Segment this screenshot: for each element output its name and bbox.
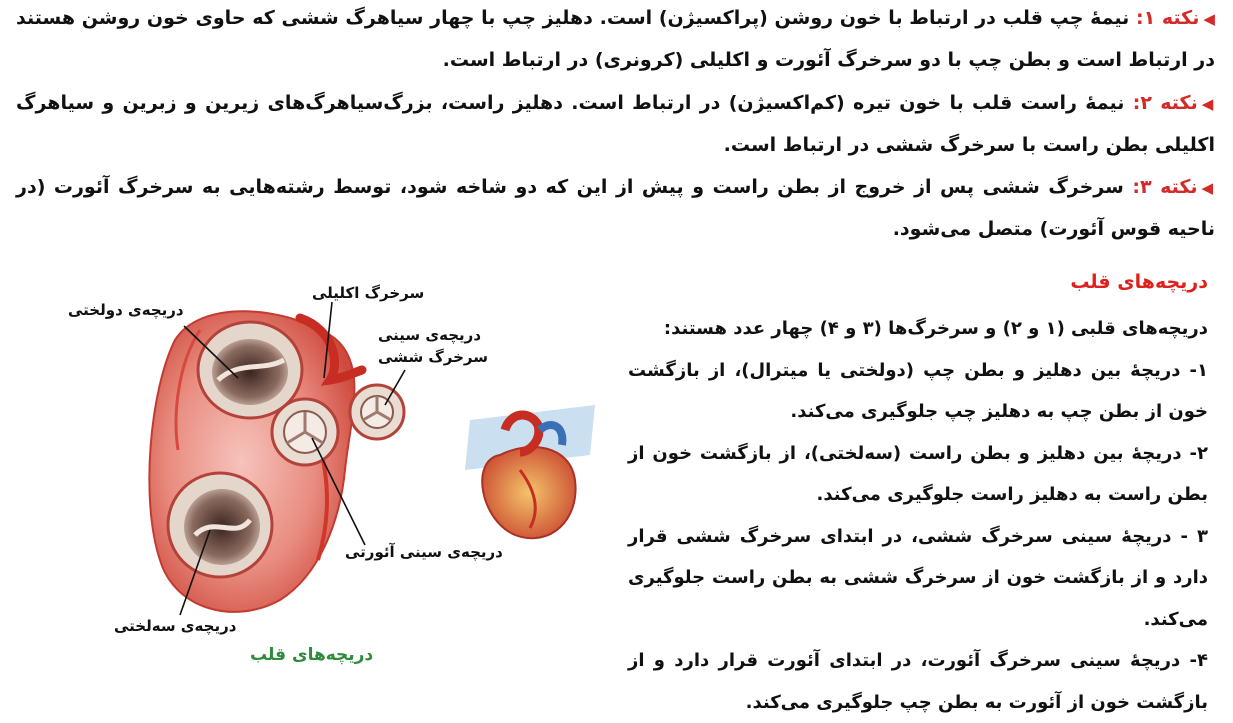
note-3: [16, 167, 1215, 250]
section-title: دریچه‌های قلب: [1070, 271, 1208, 293]
arrow-left-icon: ◀: [1203, 10, 1215, 28]
arrow-left-icon: ◀: [1201, 179, 1215, 197]
note-1-text: نیمهٔ چپ قلب در ارتباط با خون روشن (پراکسیژن) است. دهلیز چپ با چهار سیاهرگ ششی که حاوی خون روشن هستند در ارتباط است و بطن چپ با دو سرخرگ آئورت و اکلیلی (کرونری) در ارتباط است.: [16, 7, 1215, 71]
valve-item-4: ۴- دریچهٔ سینی سرخرگ آئورت، در ابتدای آئورت قرار دارد و از بازگشت خون از آئورت به بطن چپ جلوگیری می‌کند.: [628, 650, 1208, 713]
section-intro: دریچه‌های قلبی (۱ و ۲) و سرخرگ‌ها (۳ و ۴) چهار عدد هستند:: [663, 318, 1208, 339]
pulmonary-valve-label-line1: دریچه‌ی سینی: [378, 326, 482, 344]
valve-item-2: ۲- دریچهٔ بین دهلیز و بطن راست (سه‌لختی)، از بازگشت خون از بطن راست به دهلیز راست جلوگیری می‌کند.: [628, 442, 1208, 505]
note-2-label: نکته ۲:: [1132, 92, 1198, 114]
note-3-label: نکته ۳:: [1132, 176, 1198, 198]
note-2-text: نیمهٔ راست قلب با خون تیره (کم‌اکسیژن) در ارتباط است. دهلیز راست، بزرگ‌سیاهرگ‌های زیرین و زبرین و سیاهرگ اکلیلی بطن راست با سرخرگ ششی در ارتباط است.: [16, 92, 1215, 156]
tricuspid-valve-label: دریچه‌ی سه‌لختی: [114, 617, 237, 635]
figure-caption: دریچه‌های قلب: [250, 645, 374, 665]
heart-section: [149, 311, 404, 612]
section-body: [628, 308, 1208, 723]
valve-item-1: ۱- دریچهٔ بین دهلیز و بطن چپ (دولختی یا میترال)، از بازگشت خون از بطن چپ به دهلیز چپ جلوگیری می‌کند.: [628, 359, 1208, 422]
note-1-label: نکته ۱:: [1135, 7, 1200, 29]
valve-item-3: ۳ - دریچهٔ سینی سرخرگ ششی، در ابتدای سرخرگ ششی قرار دارد و از بازگشت خون از سرخرگ ششی به بطن راست جلوگیری می‌کند.: [628, 525, 1208, 630]
coronary-artery-label: سرخرگ اکلیلی: [312, 284, 425, 302]
small-heart-icon: [465, 405, 595, 538]
aortic-valve-label: دریچه‌ی سینی آئورتی: [345, 543, 503, 561]
mitral-valve-label: دریچه‌ی دولختی: [68, 301, 184, 319]
note-2: [16, 83, 1215, 166]
pulmonary-valve-label-line2: سرخرگ ششی: [378, 348, 488, 366]
arrow-left-icon: ◀: [1201, 95, 1215, 113]
note-1: [16, 0, 1215, 81]
note-3-text: سرخرگ ششی پس از خروج از بطن راست و پیش از این که دو شاخه شود، توسط رشته‌هایی به سرخرگ آئورت (در ناحیه قوس آئورت) متصل می‌شود.: [16, 176, 1215, 240]
